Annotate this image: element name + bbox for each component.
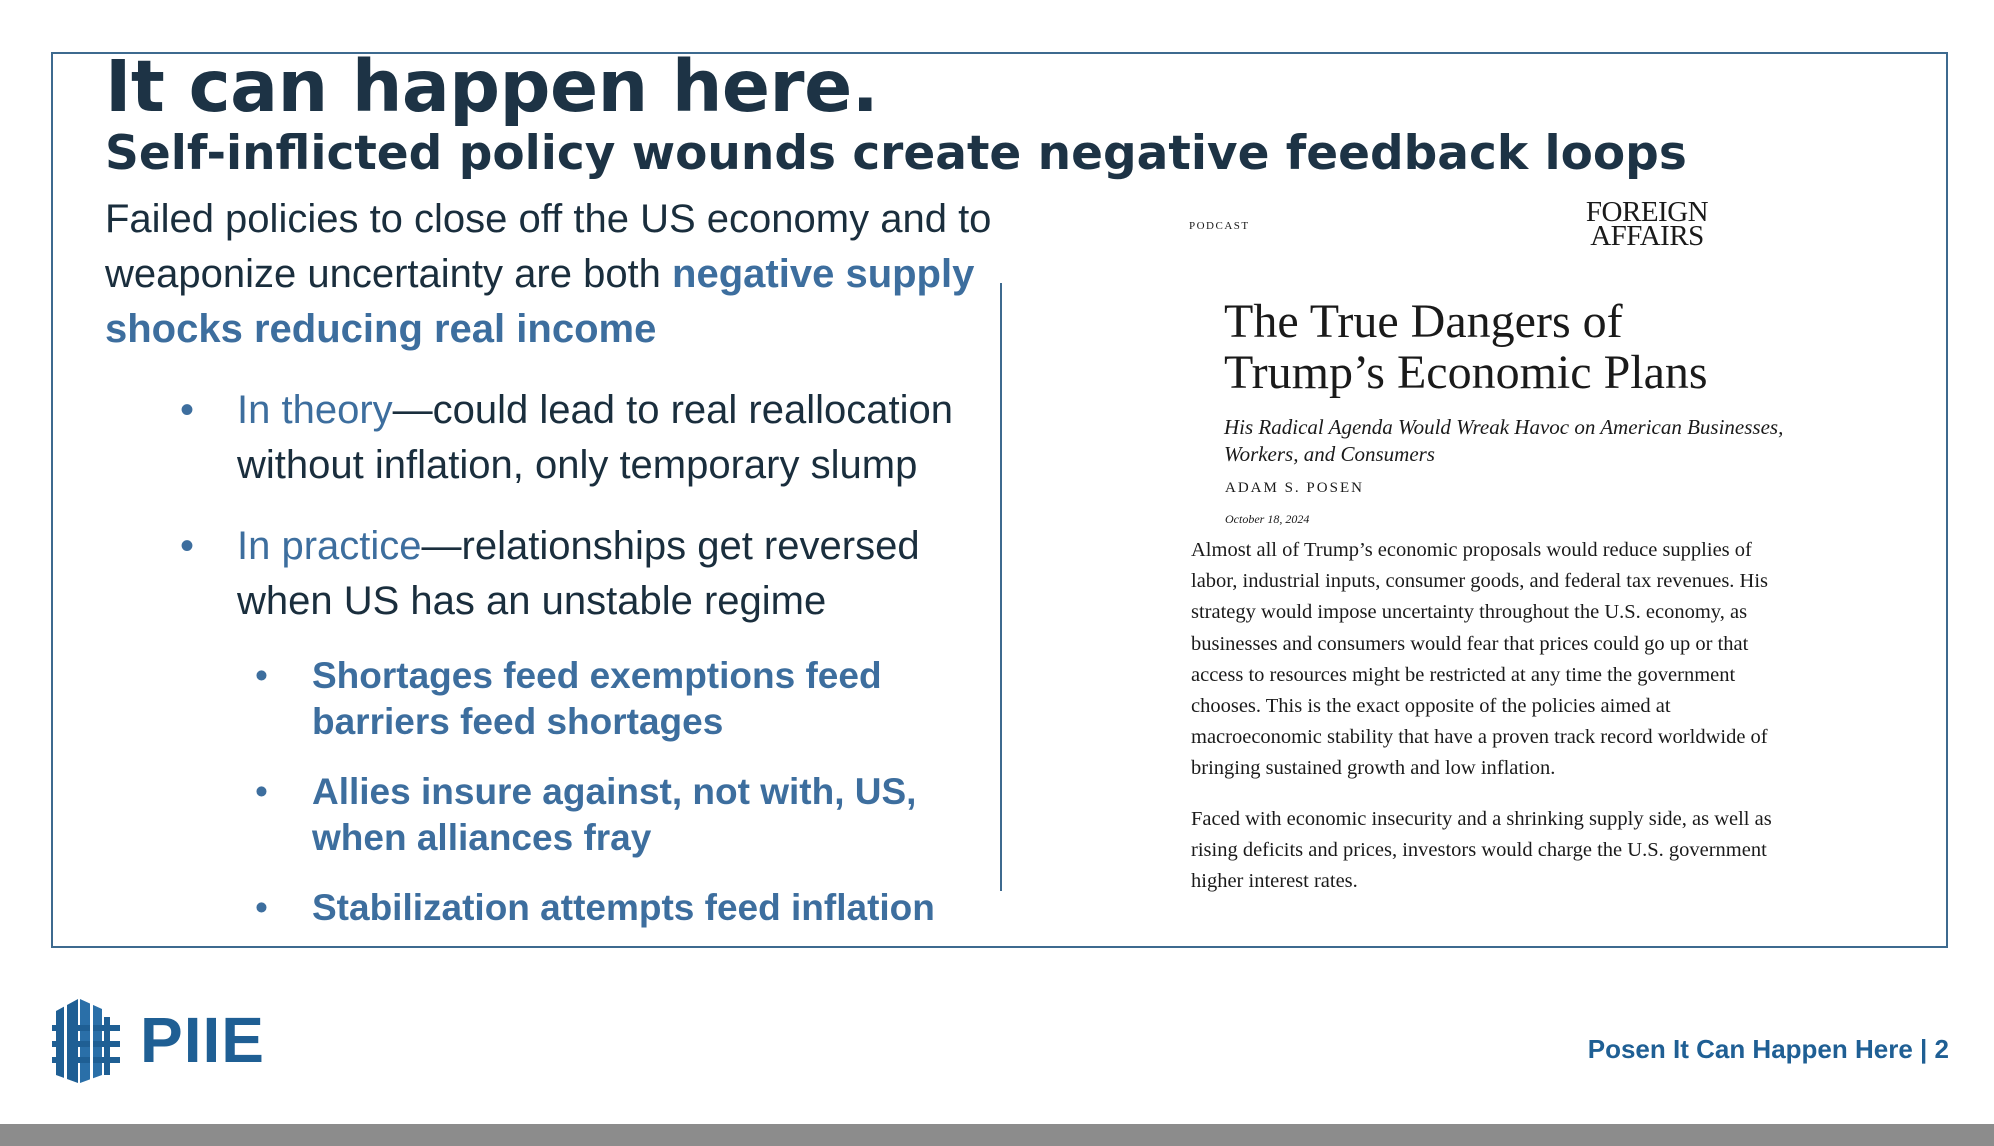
article-date: October 18, 2024 (1225, 512, 1310, 526)
slide-subtitle: Self-inflicted policy wounds create negative feedback loops (105, 126, 1687, 181)
article-byline: ADAM S. POSEN (1225, 480, 1364, 496)
sub-bullet-item (255, 769, 1015, 861)
logo-wordmark: PIIE (140, 1004, 265, 1076)
piie-logo (52, 995, 265, 1085)
masthead-line: AFFAIRS (1590, 220, 1704, 252)
bullet-item-practice (180, 519, 1020, 629)
intro-text: Failed policies to close off the US economy and to weaponize uncertainty are both (105, 197, 992, 296)
slide-title: It can happen here. (105, 45, 879, 128)
bottom-bar (0, 1124, 1994, 1146)
sub-bullet-marker: • (255, 655, 268, 696)
sub-bullet-text: Stabilization attempts feed inflation (312, 887, 935, 928)
article-paragraph: Almost all of Trump’s economic proposals would reduce supplies of labor, industrial inputs, consumer goods, and federal tax revenues. His strategy would impose uncertainty throughout the U.S. economy, as businesses and consumers would fear that prices could go up or that access to resources might be restricted at any time the government chooses. This is the exact opposite of the policies aimed at macroeconomic stability that have a proven track record worldwide of bringing sustained growth and low inflation. (1191, 539, 1769, 780)
sub-bullet-text: Allies insure against, not with, US, when alliances fray (312, 771, 917, 858)
sub-bullet-item (255, 885, 1015, 931)
sub-bullet-list (255, 653, 1015, 955)
article-screenshot (1180, 190, 1800, 935)
bullet-lead: In practice (237, 524, 422, 568)
intro-paragraph (105, 192, 1005, 357)
bullet-lead: In theory (237, 388, 393, 432)
article-headline: The True Dangers of Trump’s Economic Plans (1224, 295, 1708, 399)
article-paragraph: Faced with economic insecurity and a shrinking supply side, as well as rising deficits and prices, investors would charge the U.S. government higher interest rates. (1191, 807, 1772, 893)
slide-footer-label: Posen It Can Happen Here | 2 (1587, 1034, 1949, 1064)
intro-emphasis: negative supply shocks reducing real income (105, 252, 975, 351)
article-dek: His Radical Agenda Would Wreak Havoc on American Businesses, Workers, and Consumers (1224, 415, 1784, 466)
article-body (1191, 535, 1791, 916)
bullet-list (180, 383, 1020, 655)
bullet-item-theory (180, 383, 1020, 493)
sub-bullet-marker: • (255, 771, 268, 812)
bullet-text: —could lead to real reallocation without inflation, only temporary slump (237, 388, 953, 487)
piie-building-logo-icon (52, 995, 120, 1085)
publication-masthead (1572, 196, 1722, 252)
masthead-line: FOREIGN (1585, 196, 1709, 228)
sub-bullet-text: Shortages feed exemptions feed barriers feed shortages (312, 655, 882, 742)
sub-bullet-marker: • (255, 887, 268, 928)
sub-bullet-item (255, 653, 1015, 745)
column-divider (1000, 283, 1002, 891)
bullet-text: —relationships get reversed when US has an unstable regime (237, 524, 920, 623)
bullet-marker: • (180, 524, 195, 568)
bullet-marker: • (180, 388, 195, 432)
article-kicker: PODCAST (1189, 220, 1250, 232)
